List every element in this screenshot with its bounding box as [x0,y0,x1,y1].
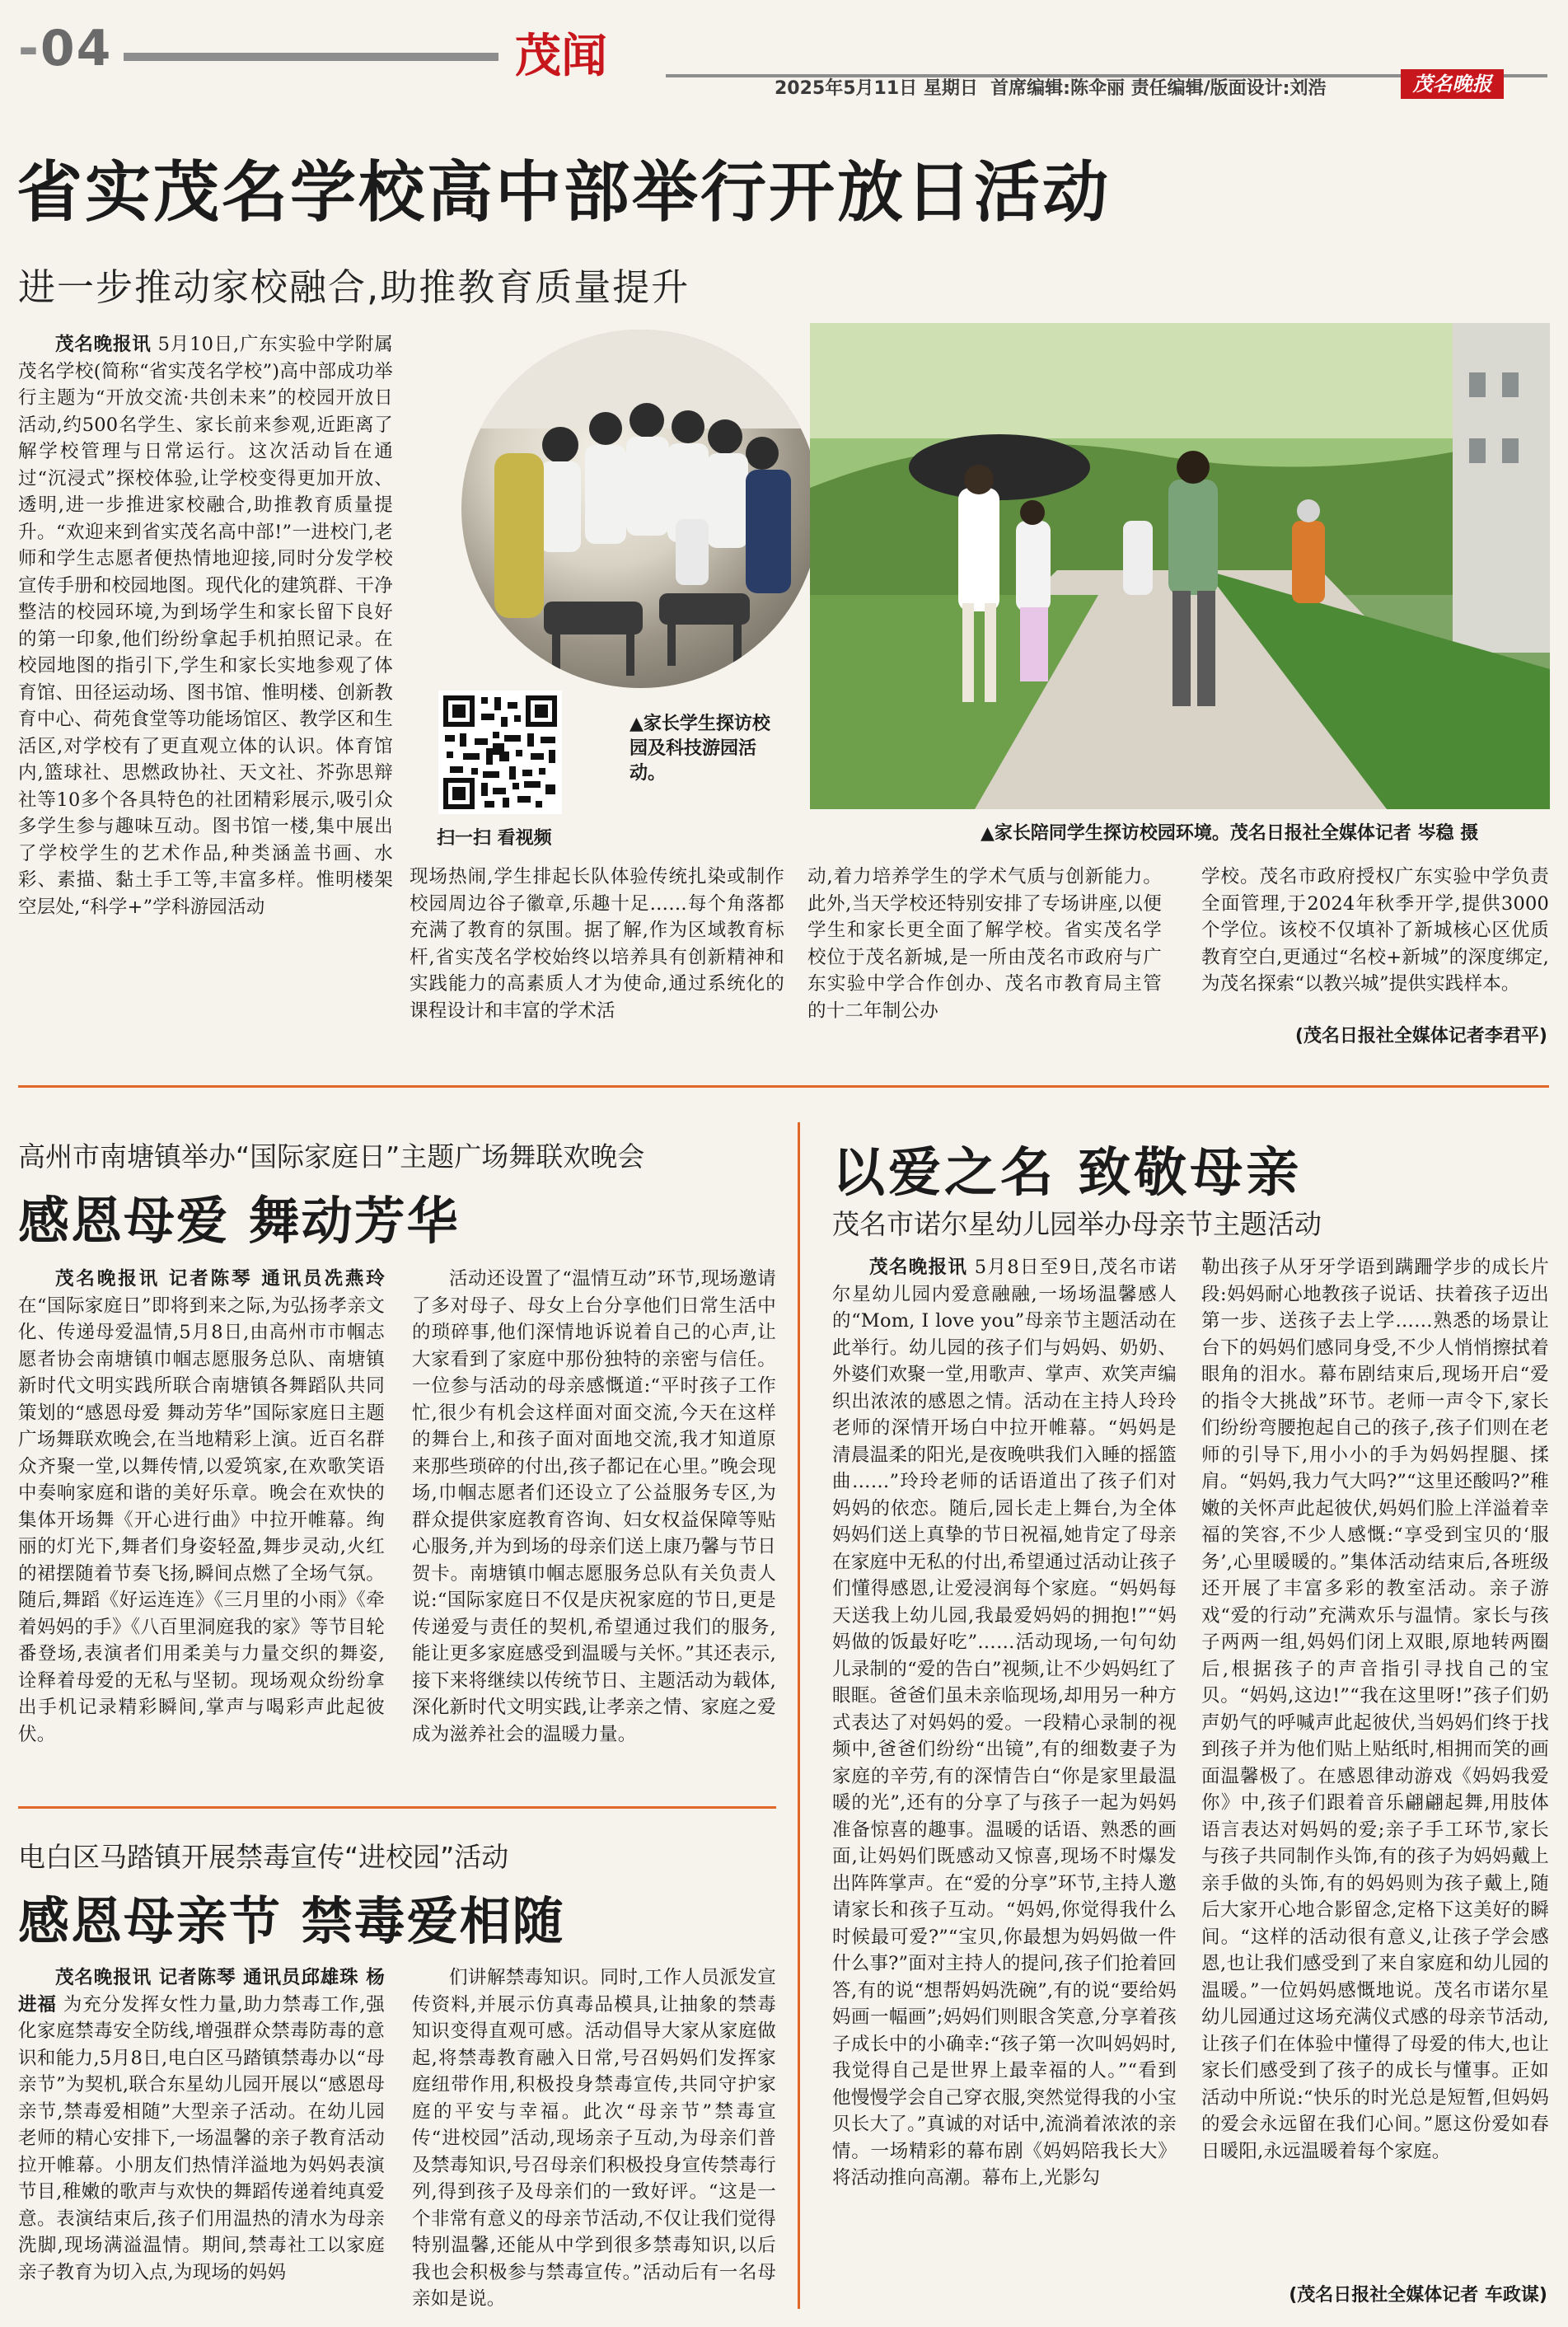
section-logo: 茂闻 [515,29,607,83]
story3-headline: 感恩母亲节 禁毒爱相随 [18,1891,565,1951]
section-rule-top [18,1085,1549,1088]
story1-col3: 动,着力培养学生的学术气质与创新能力。此外,当天学校还特别安排了专场讲座,以便学生和家长更全面了解学校。省实茂名学校位于茂名新城,是一所由茂名市政府与广东实验中学合作创办、茂名市教育局主管的十二年制公办 [807,866,1162,1022]
qr-label: 扫一扫 看视频 [437,828,552,849]
date-line: 2025年5月11日 星期日 首席编辑:陈伞丽 责任编辑/版面设计:刘浩 [775,78,1327,99]
column-rule-vertical [798,1122,800,2309]
story1-photo-main-art [810,323,1550,809]
story4-col1: 茂名晚报讯 5月8日至9日,茂名市诺尔星幼儿园内爱意融融,一场场温馨感人的“Mom, I love you”母亲节主题活动在此举行。幼儿园的孩子们与妈妈、奶奶、外婆们欢聚一堂,用歌声、掌声、欢笑声编织出浓浓的感恩之情。活动在主持人玲玲老师的深情开场白中拉开帷幕。“妈妈是清晨温柔的阳光,是夜晚哄我们入睡的摇篮曲……”玲玲老师的话语道出了孩子们对妈妈的依恋。随后,园长走上舞台,为全体妈妈们送上真挚的节日祝福,她肯定了母亲在家庭中无私的付出,希望通过活动让孩子们懂得感恩,让爱浸润每个家庭。“妈妈每天送我上幼儿园,我最爱妈妈的拥抱!”“妈妈做的饭最好吃”……活动现场,一句句幼儿录制的“爱的告白”视频,让不少妈妈红了眼眶。爸爸们虽未亲临现场,却用另一种方式表达了对妈妈的爱。一段精心录制的视频中,爸爸们纷纷“出镜”,有的细数妻子为家庭的辛劳,有的深情告白“你是家里最温暖的光”,还有的分享了与孩子一起为妈妈准备惊喜的趣事。温暖的话语、熟悉的画面,让妈妈们既感动又惊喜,现场不时爆发出阵阵掌声。在“爱的分享”环节,主持人邀请家长和孩子互动。“妈妈,你觉得我什么时候最可爱?”“宝贝,你最想为妈妈做一件什么事?”面对主持人的提问,孩子们抢着回答,有的说“想帮妈妈洗碗”,有的说“要给妈妈画一幅画”;妈妈们则眼含笑意,分享着孩子成长中的小确幸:“孩子第一次叫妈妈时,我觉得自己是世界上最幸福的人。”“看到他慢慢学会自己穿衣服,突然觉得我的小宝贝长大了。”真诚的对话中,流淌着浓浓的亲情。一场精彩的幕布剧《妈妈陪我长大》将活动推向高潮。幕布上,光影勾 [832,1257,1177,2189]
story1-photo-circle-art [461,330,820,688]
story1-photo-circle [461,330,820,688]
story2-headline: 感恩母爱 舞动芳华 [18,1191,460,1251]
section-rule-mid [18,1806,776,1809]
story3-kicker: 电白区马踏镇开展禁毒宣传“进校园”活动 [18,1841,509,1873]
story1-credit: (茂名日报社全媒体记者李君平) [1294,1026,1547,1046]
story4-subhead: 茂名市诺尔星幼儿园举办母亲节主题活动 [832,1208,1322,1240]
story1-photo2-caption: ▲家长陪同学生探访校园环境。茂名日报社全媒体记者 岑稳 摄 [981,823,1479,844]
page-number: -04 [18,20,113,77]
story1-col1: 茂名晚报讯 5月10日,广东实验中学附属茂名学校(简称“省实茂名学校”)高中部成功举行主题为“开放交流·共创未来”的校园开放日活动,约500名学生、家长前来参观,近距离了解学校管理与日常运行。这次活动旨在通过“沉浸式”探校体验,让学校变得更加开放、透明,进一步推进家校融合,助推教育质量提升。“欢迎来到省实茂名高中部!”一进校门,老师和学生志愿者便热情地迎接,同时分发学校宣传手册和校园地图。现代化的建筑群、干净整洁的校园环境,为到场学生和家长留下良好的第一印象,他们纷纷拿起手机拍照记录。在校园地图的指引下,学生和家长实地参观了体育馆、田径运动场、图书馆、惟明楼、创新教育中心、荷苑食堂等功能场馆区、教学区和生活区,对学校有了更直观立体的认识。体育馆内,篮球社、思燃政协社、天文社、芥弥思辩社等10多个各具特色的社团精彩展示,吸引众多学生参与趣味互动。图书馆一楼,集中展出了学校学生的艺术作品,种类涵盖书画、水彩、素描、黏土手工等,丰富多样。惟明楼架空层处,“科学+”学科游园活动 [18,334,393,918]
qr-code[interactable] [438,691,562,814]
story2-col1: 茂名晚报讯 记者陈琴 通讯员冼燕玲 在“国际家庭日”即将到来之际,为弘扬孝亲文化、传递母爱温情,5月8日,由高州市市帼志愿者协会南塘镇巾帼志愿服务总队、南塘镇新时代文明实践所联合南塘镇各舞蹈队共同策划的“感恩母爱 舞动芳华”国际家庭日主题广场舞联欢晚会,在当地精彩上演。近百名群众齐聚一堂,以舞传情,以爱筑家,在欢歌笑语中奏响家庭和谐的美好乐章。晚会在欢快的集体开场舞《开心进行曲》中拉开帷幕。绚丽的灯光下,舞者们身姿轻盈,舞步灵动,火红的裙摆随着节奏飞扬,瞬间点燃了全场气氛。随后,舞蹈《好运连连》《三月里的小雨》《牵着妈妈的手》《八百里洞庭我的家》等节目轮番登场,表演者们用柔美与力量交织的舞姿,诠释着母爱的无私与坚韧。现场观众纷纷拿出手机记录精彩瞬间,掌声与喝彩声此起彼伏。 [18,1268,385,1745]
story4-credit: (茂名日报社全媒体记者 车政谋) [1289,2285,1547,2306]
story1-photo-main [810,323,1550,809]
story2-col2: 活动还设置了“温情互动”环节,现场邀请了多对母子、母女上台分享他们日常生活中的琐碎事,他们深情地诉说着自己的心声,让大家看到了家庭中那份独特的亲密与信任。一位参与活动的母亲感慨道:“平时孩子工作忙,很少有机会这样面对面交流,今天在这样的舞台上,和孩子面对面地交流,我才知道原来那些琐碎的付出,孩子都记在心里。”晚会现场,巾帼志愿者们还设立了公益服务专区,为群众提供家庭教育咨询、妇女权益保障等贴心服务,并为到场的母亲们送上康乃馨与节日贺卡。南塘镇巾帼志愿服务总队有关负责人说:“国际家庭日不仅是庆祝家庭的节日,更是传递爱与责任的契机,希望通过我们的服务,能让更多家庭感受到温暖与关怀。”其还表示,接下来将继续以传统节日、主题活动为载体,深化新时代文明实践,让孝亲之情、家庭之爱成为滋养社会的温暖力量。 [412,1268,776,1745]
qr-code-pattern [438,691,562,814]
paper-name-logo: 茂名晚报 [1401,69,1504,99]
page-number-dash: - [18,20,40,77]
story4-col2: 勒出孩子从牙牙学语到蹒跚学步的成长片段:妈妈耐心地教孩子说话、扶着孩子迈出第一步、送孩子去上学……熟悉的场景让台下的妈妈们感同身受,不少人悄悄擦拭着眼角的泪水。幕布剧结束后,现场开启“爱的指令大挑战”环节。老师一声令下,家长们纷纷弯腰抱起自己的孩子,孩子们则在老师的引导下,用小小的手为妈妈捏腿、揉肩。“妈妈,我力气大吗?”“这里还酸吗?”稚嫩的关怀声此起彼伏,妈妈们脸上洋溢着幸福的笑容,不少人感慨:“享受到宝贝的‘服务’,心里暖暖的。”集体活动结束后,各班级还开展了丰富多彩的教室活动。亲子游戏“爱的行动”充满欢乐与温情。家长与孩子两两一组,妈妈们闭上双眼,原地转两圈后,根据孩子的声音指引寻找自己的宝贝。“妈妈,这边!”“我在这里呀!”孩子们奶声奶气的呼喊声此起彼伏,当妈妈们终于找到孩子并为他们贴上贴纸时,相拥而笑的画面温馨极了。在感恩律动游戏《妈妈我爱你》中,孩子们跟着音乐翩翩起舞,用肢体语言表达对妈妈的爱;亲子手工环节,家长与孩子共同制作头饰,有的孩子为妈妈戴上亲手做的头饰,有的妈妈则为孩子戴上,随后大家开心地合影留念,定格下这美好的瞬间。“这样的活动很有意义,让孩子学会感恩,也让我们感受到了来自家庭和幼儿园的温暖。”一位妈妈感慨地说。茂名市诺尔星幼儿园通过这场充满仪式感的母亲节活动,让孩子们在体验中懂得了母爱的伟大,也让家长们感受到了孩子的成长与懂事。正如活动中所说:“快乐的时光总是短暂,但妈妈的爱会永远留在我们心间。”愿这份爱如春日暖阳,永远温暖着每个家庭。 [1201,1257,1549,2162]
story2-kicker: 高州市南塘镇举办“国际家庭日”主题广场舞联欢晚会 [18,1140,645,1173]
header-rule-left [124,53,498,61]
story1-col2: 现场热闹,学生排起长队体验传统扎染或制作校园周边谷子徽章,乐趣十足……每个角落都充满了教育的氛围。据了解,作为区域教育标杆,省实茂名学校始终以培养具有创新精神和实践能力的高素质人才为使命,通过系统化的课程设计和丰富的学术活 [410,866,784,1022]
story3-col2: 们讲解禁毒知识。同时,工作人员派发宣传资料,并展示仿真毒品模具,让抽象的禁毒知识变得直观可感。活动倡导大家从家庭做起,将禁毒教育融入日常,号召妈妈们发挥家庭纽带作用,积极投身禁毒宣传,共同守护家庭的平安与幸福。此次“母亲节”禁毒宣传“进校园”活动,现场亲子互动,为母亲们普及禁毒知识,号召母亲们积极投身宣传禁毒行列,得到孩子及母亲们的一致好评。“这是一个非常有意义的母亲节活动,不仅让我们觉得特别温馨,还能从中学到很多禁毒知识,以后我也会积极参与禁毒宣传。”活动后有一名母亲如是说。 [412,1967,776,2310]
story1-headline: 省实茂名学校高中部举行开放日活动 [16,154,1111,231]
story4-headline: 以爱之名 致敬母亲 [832,1143,1303,1204]
story1-col4: 学校。茂名市政府授权广东实验中学负责全面管理,于2024年秋季开学,提供3000个学位。该校不仅填补了新城核心区优质教育空白,更通过“名校+新城”的深度绑定,为茂名探索“以教兴城”提供实践样本。 [1201,866,1549,995]
story1-subhead: 进一步推动家校融合,助推教育质量提升 [18,265,690,309]
story1-photo1-caption: ▲家长学生探访校园及科技游园活动。 [630,714,770,784]
story3-col1: 茂名晚报讯 记者陈琴 通讯员邱雄珠 杨进福 为充分发挥女性力量,助力禁毒工作,强化家庭禁毒安全防线,增强群众禁毒防毒的意识和能力,5月8日,电白区马踏镇禁毒办以“母亲节”为契机,联合东星幼儿园开展以“感恩母亲节,禁毒爱相随”大型亲子活动。在幼儿园老师的精心安排下,一场温馨的亲子教育活动拉开帷幕。小朋友们热情洋溢地为妈妈表演节目,稚嫩的歌声与欢快的舞蹈传递着纯真爱意。表演结束后,孩子们用温热的清水为母亲洗脚,现场满溢温情。期间,禁毒社工以家庭亲子教育为切入点,为现场的妈妈 [18,1967,385,2283]
